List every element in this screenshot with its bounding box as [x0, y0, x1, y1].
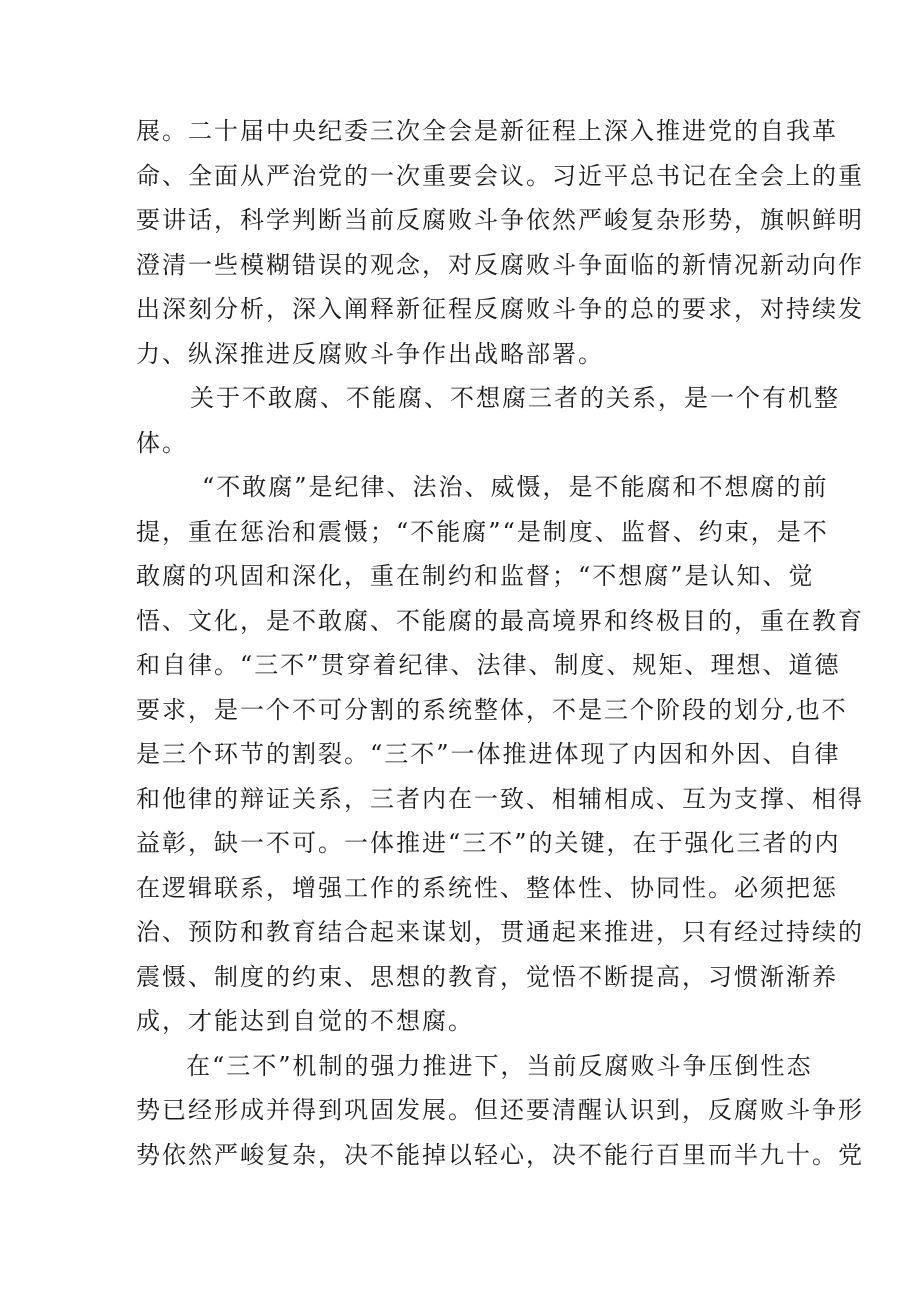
text-line: 力、纵深推进反腐败斗争作出战略部署。	[136, 340, 604, 368]
text-line: 是三个环节的割裂。“三不”一体推进体现了内因和外因、自律	[136, 740, 841, 768]
text-line: 益彰，缺一不可。一体推进“三不”的关键，在于强化三者的内	[136, 829, 841, 857]
text-line: 提，重在惩治和震慑；“不能腐”“是制度、监督、约束，是不	[136, 518, 829, 546]
text-line: 命、全面从严治党的一次重要会议。习近平总书记在全会上的重	[136, 162, 864, 190]
text-line: 势依然严峻复杂，决不能掉以轻心，决不能行百里而半九十。党	[136, 1141, 864, 1169]
paragraph-first-line: “不敢腐”是纪律、法治、威慑，是不能腐和不想腐的前	[202, 473, 829, 501]
text-line: 悟、文化，是不敢腐、不能腐的最高境界和终极目的，重在教育	[136, 607, 864, 635]
text-line: 澄清一些模糊错误的观念，对反腐败斗争面临的新情况新动向作	[136, 251, 864, 279]
text-line: 展。二十届中央纪委三次全会是新征程上深入推进党的自我革	[136, 117, 838, 145]
text-line: 要求，是一个不可分割的系统整体，不是三个阶段的划分,也不	[136, 696, 848, 724]
text-line: 出深刻分析，深入阐释新征程反腐败斗争的总的要求，对持续发	[136, 295, 864, 323]
paragraph-first-line: 关于不敢腐、不能腐、不想腐三者的关系，是一个有机整	[190, 384, 840, 412]
text-line: 体。	[136, 429, 188, 457]
text-line: 势已经形成并得到巩固发展。但还要清醒认识到，反腐败斗争形	[136, 1096, 864, 1124]
text-line: 震慑、制度的约束、思想的教育，觉悟不断提高，习惯渐渐养	[136, 963, 838, 991]
paragraph-first-line: 在“三不”机制的强力推进下，当前反腐败斗争压倒性态	[186, 1052, 813, 1080]
text-line: 要讲话，科学判断当前反腐败斗争依然严峻复杂形势，旗帜鲜明	[136, 206, 864, 234]
text-line: 敢腐的巩固和深化，重在制约和监督；“不想腐”是认知、觉	[136, 562, 815, 590]
text-line: 在逻辑联系，增强工作的系统性、整体性、协同性。必须把惩	[136, 874, 838, 902]
text-line: 和自律。“三不”贯穿着纪律、法律、制度、规矩、理想、道德	[136, 651, 841, 679]
text-line: 治、预防和教育结合起来谋划，贯通起来推进，只有经过持续的	[136, 918, 864, 946]
text-line: 成，才能达到自觉的不想腐。	[136, 1007, 474, 1035]
text-line: 和他律的辩证关系，三者内在一致、相辅相成、互为支撑、相得	[136, 785, 864, 813]
